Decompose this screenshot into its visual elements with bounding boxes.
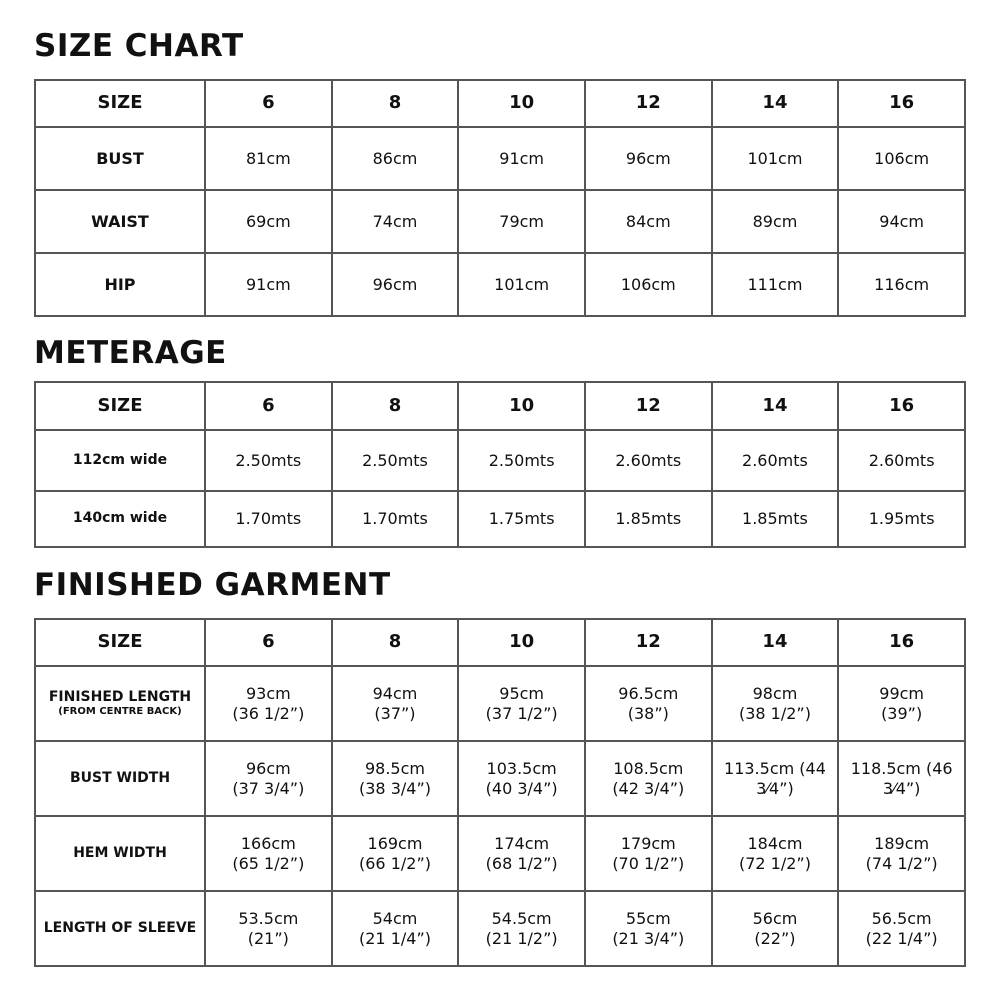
header-cell: 6	[205, 619, 332, 666]
row-label: WAIST	[35, 190, 205, 253]
table-row	[35, 891, 965, 966]
table-cell: 189cm (74 1/2”)	[838, 816, 965, 891]
header-cell: 14	[712, 382, 839, 430]
header-cell: 8	[332, 619, 459, 666]
table-cell: 56.5cm (22 1/4”)	[838, 891, 965, 966]
table-cell: 108.5cm (42 3/4”)	[585, 741, 712, 816]
table-cell: 79cm	[458, 190, 585, 253]
table-cell: 166cm (65 1/2”)	[205, 816, 332, 891]
table-cell: 169cm (66 1/2”)	[332, 816, 459, 891]
table-cell: 96cm	[585, 127, 712, 190]
table-cell: 86cm	[332, 127, 459, 190]
table-row	[35, 816, 965, 891]
table-row	[35, 190, 965, 253]
table-row	[35, 741, 965, 816]
row-label: BUST	[35, 127, 205, 190]
header-cell: 6	[205, 80, 332, 127]
header-cell: 10	[458, 619, 585, 666]
table-row	[35, 253, 965, 316]
header-cell: SIZE	[35, 382, 205, 430]
table-cell: 101cm	[458, 253, 585, 316]
table-cell: 99cm (39”)	[838, 666, 965, 741]
row-label: 140cm wide	[35, 491, 205, 547]
header-cell: 8	[332, 80, 459, 127]
table-cell: 96cm (37 3/4”)	[205, 741, 332, 816]
table-cell: 96.5cm (38”)	[585, 666, 712, 741]
table-cell: 179cm (70 1/2”)	[585, 816, 712, 891]
row-label: LENGTH OF SLEEVE	[35, 891, 205, 966]
header-cell: 12	[585, 80, 712, 127]
table-cell: 1.70mts	[205, 491, 332, 547]
table-cell: 96cm	[332, 253, 459, 316]
table-cell: 89cm	[712, 190, 839, 253]
header-cell: SIZE	[35, 80, 205, 127]
table-row	[35, 430, 965, 491]
table-cell: 184cm (72 1/2”)	[712, 816, 839, 891]
table-cell: 1.85mts	[712, 491, 839, 547]
header-cell: 16	[838, 382, 965, 430]
table-cell: 111cm	[712, 253, 839, 316]
table-cell: 54.5cm (21 1/2”)	[458, 891, 585, 966]
table-cell: 91cm	[458, 127, 585, 190]
table-cell: 2.60mts	[585, 430, 712, 491]
table-cell: 2.60mts	[838, 430, 965, 491]
size-chart-table	[34, 79, 966, 317]
header-cell: 6	[205, 382, 332, 430]
table-cell: 55cm (21 3/4”)	[585, 891, 712, 966]
table-cell: 2.50mts	[205, 430, 332, 491]
table-header-row	[35, 382, 965, 430]
size-chart-title: SIZE CHART	[34, 28, 244, 64]
header-cell: 12	[585, 619, 712, 666]
table-cell: 81cm	[205, 127, 332, 190]
table-cell: 113.5cm (44 3⁄4”)	[712, 741, 839, 816]
header-cell: 10	[458, 80, 585, 127]
header-cell: 16	[838, 619, 965, 666]
header-cell: 14	[712, 80, 839, 127]
row-label: 112cm wide	[35, 430, 205, 491]
row-label: BUST WIDTH	[35, 741, 205, 816]
table-row	[35, 127, 965, 190]
table-cell: 2.50mts	[458, 430, 585, 491]
table-cell: 94cm (37”)	[332, 666, 459, 741]
table-cell: 1.75mts	[458, 491, 585, 547]
table-cell: 118.5cm (46 3⁄4”)	[838, 741, 965, 816]
meterage-title: METERAGE	[34, 335, 227, 371]
row-label-sub: (FROM CENTRE BACK)	[58, 706, 182, 717]
header-cell: 14	[712, 619, 839, 666]
table-cell: 101cm	[712, 127, 839, 190]
row-label: HIP	[35, 253, 205, 316]
row-label: HEM WIDTH	[35, 816, 205, 891]
row-label-main: FINISHED LENGTH	[48, 688, 192, 705]
table-cell: 98cm (38 1/2”)	[712, 666, 839, 741]
table-cell: 106cm	[838, 127, 965, 190]
table-cell: 56cm (22”)	[712, 891, 839, 966]
table-cell: 1.95mts	[838, 491, 965, 547]
table-cell: 74cm	[332, 190, 459, 253]
table-cell: 95cm (37 1/2”)	[458, 666, 585, 741]
meterage-table	[34, 381, 966, 548]
header-cell: 8	[332, 382, 459, 430]
table-header-row	[35, 619, 965, 666]
row-label	[35, 666, 205, 741]
table-cell: 2.50mts	[332, 430, 459, 491]
table-cell: 116cm	[838, 253, 965, 316]
table-cell: 69cm	[205, 190, 332, 253]
table-cell: 2.60mts	[712, 430, 839, 491]
table-cell: 54cm (21 1/4”)	[332, 891, 459, 966]
table-cell: 84cm	[585, 190, 712, 253]
table-cell: 174cm (68 1/2”)	[458, 816, 585, 891]
table-header-row	[35, 80, 965, 127]
finished-garment-title: FINISHED GARMENT	[34, 567, 391, 603]
header-cell: 12	[585, 382, 712, 430]
table-row	[35, 491, 965, 547]
header-cell: SIZE	[35, 619, 205, 666]
table-cell: 1.70mts	[332, 491, 459, 547]
table-cell: 106cm	[585, 253, 712, 316]
header-cell: 16	[838, 80, 965, 127]
finished-garment-table	[34, 618, 966, 967]
table-cell: 91cm	[205, 253, 332, 316]
table-cell: 94cm	[838, 190, 965, 253]
header-cell: 10	[458, 382, 585, 430]
table-cell: 93cm (36 1/2”)	[205, 666, 332, 741]
table-cell: 103.5cm (40 3/4”)	[458, 741, 585, 816]
table-cell: 53.5cm (21”)	[205, 891, 332, 966]
table-cell: 1.85mts	[585, 491, 712, 547]
table-row	[35, 666, 965, 741]
table-cell: 98.5cm (38 3/4”)	[332, 741, 459, 816]
